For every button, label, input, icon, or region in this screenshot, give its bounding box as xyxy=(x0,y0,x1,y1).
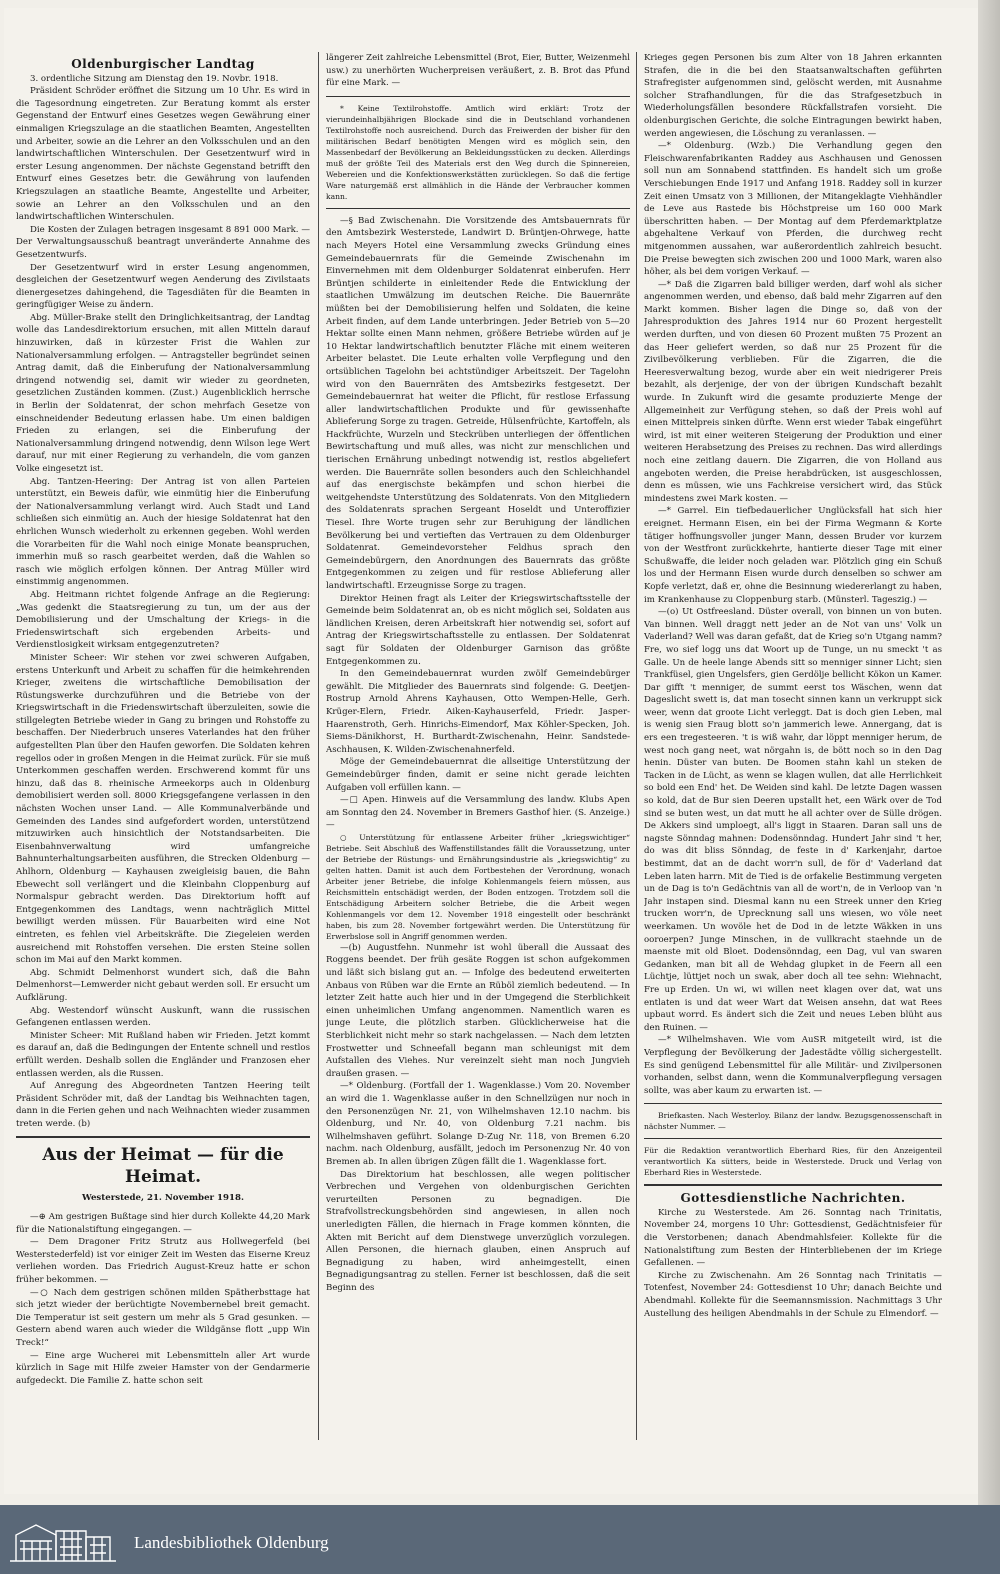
paragraph: Minister Scheer: Mit Rußland haben wir Frieden. Jetzt kommt es darauf an, daß die Bedingungen der Entente schnell und restlos erfüllt werden. Deshalb sollen die Engländer und Franzosen eher entlassen werden, als die Russen. xyxy=(16,1030,310,1079)
column-2 xyxy=(326,52,630,1492)
paragraph: —* Oldenburg. (Fortfall der 1. Wagenklasse.) Vom 20. November an wird die 1. Wagenklasse außer in den Schnellzügen nur noch in den Personenzügen Nr. 21, von Wilhelmshaven 12.10 nachm. bis Oldenburg, und Nr. 40, von Oldenburg 7.21 nachm. bis Wilhelmshaven geführt. Solange D-Zug Nr. 118, von Bremen 6.20 nachm. nach Oldenburg, ausfällt, jedoch im Personenzug Nr. 40 von Bremen ab. In allen übrigen Zügen fällt die 1. Wagenklasse fort. xyxy=(326,1081,630,1167)
paragraph: — Eine arge Wucherei mit Lebensmitteln aller Art wurde kürzlich in Sage mit Hilfe zweier Hamster von der Gendarmerie aufgedeckt. Die Familie Z. hatte schon seit xyxy=(16,1350,310,1386)
paragraph: Möge der Gemeindebauernrat die allseitige Unterstützung der Gemeindebürger finden, damit er seine nicht gerade leichten Aufgaben voll erfüllen kann. — xyxy=(326,757,630,793)
paragraph: —(o) Ut Ostfreesland. Düster overall, von binnen un von buten. Van binnen. Well draggt nett jeder an de Not van uns' Volk un Vaderland? Well was daran gefaßt, dat de Krieg so'n Utgang namm? Fre, wo sief logg uns dat Woort up de Tunge, un nu smeckt 't as Galle. Un de heele lange Abends sitt so menniger sinner Licht; sien Trankfüsel, gien Ungelsfers, gien Gerdölje bellicht Kökon un Kamer. Dar gifft 't menniger, de summt eerst tos Wäschen, wenn dat Dageslicht swett is, dat man tosecht sinnen kann un verkruppt sick weer, wenn dat groote Licht verleggt. Dat is doch gien Leben, mal is wenig sien Fraug blott so'n jammerich lewe. Annergang, dat is ers een tregesteeren. 't is wiß wahr, dar löppt menniger herum, de west noch gang neet, wat nörgahn is, de bött noch so in den Dag henin. Düster van buten. De Boomen stahn kahl un steken de Tacken in de Lücht, as wenn se klagen wullen, dat alle Herrlichkeit so bold een End' het. De Weiden sind kahl. De letzte Dagen wassen so kold, dat de Bur sien Deeren upstallt het, een Wärk over de Tod sind se buten west, un dat mutt he all achter over de Sülle drögen. De Akkers sind umploegt, all's liggt in Staaren. Daran sall uns de nagste Sönndag mahnen: Dodensönndag. Hundert Jahr sind 't her, do was dit bliss Sönndag, de feste in d' Karkenjahr, dartoe bestimmt, dat an de dacht worr'n sull, de för d' Vaderland dat Leben laten harrn. Mit de Tied is de orfakelie Bestimmung vergeten un de Dag is to'n Gedächtnis van all de wort'n, de in Verloop van 'n Jahr instapen sind. Diesmal kann nu een Streek unner den Krieg trucken worr'n, de Uprecknung sall uns wiesen, wo völe neet weerkamen. Un wovöle het de Dod in de letzte Wäkken in uns ooroerpen? Junge Minschen, in de vullkracht staehnde un de maenste mit old Bloet. Dodensönndag, een Dag, vul van swaren Gedanken, man bit all de Wehdag glupket in de Feern all een Lüchtje, lüttjet noch un swak, aber doch all tee sehn: Wiehnacht, Fre up Erden. Un wi, wi willen neet klagen over dat, wat uns entlaten is und dat weer Wart dat Weisen ansehn, dat wat Rees upbaut worrd. Es ändert sich die Zeit und neues Leben blüht aus den Ruinen. — xyxy=(644,607,942,1033)
column-3 xyxy=(644,52,942,1492)
divider xyxy=(326,96,630,97)
column-rule xyxy=(636,52,637,1440)
briefkasten: Briefkasten. Nach Westerloy. Bilanz der landw. Bezugsgenossenschaft in nächster Nummer. — xyxy=(644,1111,942,1132)
paragraph: Direktor Heinen fragt als Leiter der Kriegswirtschaftsstelle der Gemeinde beim Soldatenrat an, ob es nicht möglich sei, Soldaten aus ländlichen Kreisen, deren Arbeitskraft hier notwendig sei, sofort auf Antrag der Kriegswirtschaftsstelle zu entlassen. Der Soldatenrat sagt für Soldaten der Oldenburger Garnison das größte Entgegenkommen zu. xyxy=(326,593,630,667)
paragraph: Der Gesetzentwurf wird in erster Lesung angenommen, desgleichen der Gesetzentwurf wegen Aenderung des Zivilstaats dienergesetzes dahingehend, die Tagesdiäten für die Beamten in geringfügiger Weise zu ändern. xyxy=(16,262,310,311)
divider xyxy=(644,1184,942,1186)
dateline: Westerstede, 21. November 1918. xyxy=(82,1193,244,1204)
paragraph: —⊕ Am gestrigen Bußtage sind hier durch Kollekte 44,20 Mark für die Nationalstiftung eingegangen. — xyxy=(16,1212,310,1235)
paragraph: 3. ordentliche Sitzung am Dienstag den 19. Novbr. 1918. xyxy=(30,73,279,84)
paragraph: Kirche zu Westerstede. Am 26. Sonntag nach Trinitatis, November 24, morgens 10 Uhr: Gottesdienst, Gedächtnisfeier für die Verstorbenen; danach Abendmahlsfeier. Kollekte für die Nationalstiftung zum Besten der Hinterbliebenen der im Kriege Gefallenen. — xyxy=(644,1207,942,1269)
paragraph: In den Gemeindebauernrat wurden zwölf Gemeindebürger gewählt. Die Mitglieder des Bauernrats sind folgende: G. Deetjen-Rostrup Arnold Ahrens Kayhausen, Otto Wempen-Helle, Gerh. Krüger-Elern, Friedr. Aiken-Kayhauserfeld, Friedr. Jasper-Haarenstroth, Gerh. Hinrichs-Eimendorf, Max Köhler-Specken, Joh. Siems-Dänikhorst, H. Burthardt-Zwischenahn, Heinr. Sandstede-Aschhausen, K. Wilden-Zwischenahnerfeld. xyxy=(326,669,630,755)
paragraph: Minister Scheer: Wir stehen vor zwei schweren Aufgaben, erstens Unterkunft und Arbeit zu schaffen für die heimkehrenden Krieger, zweitens die wirtschaftliche Demobilisation der Rüstungswerke durchzuführen und die Betriebe von der Kriegswirtschaft in die Friedenswirtschaft überzuleiten, sowie die stillgelegten Betriebe wieder in Gang zu bringen und Rohstoffe zu beschaffen. Der Niederbruch unseres Vaterlandes hat den früher aufgestellten Plan über den Haufen geworfen. Die Soldaten kehren regellos oder in großen Mengen in die Heimat zurück. Für sie muß Unterkommen geschaffen werden. Erschwerend kommt für uns hinzu, daß das 8. rheinische Armeekorps auch in Oldenburg demobilisiert werden soll. 8000 Kriegsgefangene verlassen in den nächsten Wochen unser Land. — Alle Kommunalverbände und Gemeinden des Landes sind aufgefordert worden, unterstützend mitzuwirken auch hinsichtlich der Notstandsarbeiten. Die Eisenbahnverwaltung wird umfangreiche Bahnunterhaltungsarbeiten ausführen, die Strecken Oldenburg — Ahlhorn, Oldenburg — Kayhausen zweigleisig bauen, die Bahn Ebewecht soll verlängert und die Kleinbahn Cloppenburg auf Normalspur gebracht werden. Das Direktorium hofft auf Entgegenkommen des Landtags, wenn nachträglich Mittel bewilligt werden müssen. Für Bauarbeiten wird eine Not eintreten, es fehlen viel Arbeitskräfte. Die Ziegeleien werden ausreichend mit Rohstoffen versehen. Die ersten Steine sollen schon im Mai auf den Markt kommen. xyxy=(16,652,310,966)
divider xyxy=(644,1103,942,1104)
paragraph: —* Daß die Zigarren bald billiger werden, darf wohl als sicher angenommen werden, und ebenso, daß bald mehr Zigarren auf den Markt kommen. Bisher lagen die Dinge so, daß von der Jahresproduktion des Jahres 1914 nur 60 Prozent hergestellt werden durften, und von diesen 60 Prozent mußten 75 Prozent an das Heer geliefert werden, so daß nur 25 Prozent für die Zivilbevölkerung verblieben. Für die Zigarren, die die Heeresverwaltung bezog, wurde aber ein weit niedrigerer Preis bezahlt, als derjenige, der von der übrigen Kundschaft bezahlt wurde. In Zukunft wird die gesamte produzierte Menge der Allgemeinheit zur Verfügung stehen, so daß der Preis wohl auf einen Mittelpreis sinken dürfte. Wenn erst wieder Tabak eingeführt wird, ist mit einer weiteren Steigerung der Produktion und einer weiteren Herabsetzung des Preises zu rechnen. Das wird allerdings noch eine zeitlang dauern. Die Zigarren, die von Holland aus angeboten werden, die Preise herabdrücken, ist ausgeschlossen, denn es müssen, wie uns Fachkreise versichert wird, das Stück mindestens zwei Mark kosten. — xyxy=(644,279,942,504)
paragraph: —(b) Augustfehn. Nunmehr ist wohl überall die Aussaat des Roggens beendet. Der früh gesäte Roggen ist schon aufgekommen und läßt sich bislang gut an. — Infolge des bedeutend erweiterten Anbaus von Rüben war die Ernte an Rüböl ziemlich bedeutend. — In letzter Zeit hatte auch hier und in der Umgegend die Sterblichkeit einen unheimlichen Umfang angenommen. Namentlich waren es junge Leute, die plötzlich starben. Glücklicherweise hat die Sterblichkeit nicht mehr so stark nachgelassen. — Nach dem letzten Frostwetter und Schneefall begann man schleunigst mit dem Aufstallen des Viehes. Nur vereinzelt sieht man noch Jungvieh draußen grasen. — xyxy=(326,942,630,1079)
paragraph: —○ Nach dem gestrigen schönen milden Spätherbsttage hat sich jetzt wieder der berüchtigte Novembernebel breit gemacht. Die Temperatur ist seit gestern um mehr als 5 Grad gesunken. — Gestern abend waren auch wieder die Wildgänse flott „upp Win Treck!“ xyxy=(16,1287,310,1348)
paragraph: Abg. Heitmann richtet folgende Anfrage an die Regierung: „Was gedenkt die Staatsregierung zu tun, um der aus der Demobilisierung und der Umschaltung der Kriegs- in die Friedenswirtschaft sich ergebenden Arbeits- und Verdienstlosigkeit wirksam entgegenzutreten? xyxy=(16,589,310,651)
paragraph: Kirche zu Zwischenahn. Am 26 Sonntag nach Trinitatis — Totenfest, November 24: Gottesdienst 10 Uhr; danach Beichte und Abendmahl. Kollekte für die Seemannsmission. Nachmittags 3 Uhr Austellung des heiligen Abendmahls in der Schule zu Elmendorf. — xyxy=(644,1270,942,1319)
imprint: Für die Redaktion verantwortlich Eberhard Ries, für den Anzeigenteil verantwortlich Ka sütters, beide in Westerstede. Druck und Verlag von Eberhard Ries in Westerstede. xyxy=(644,1146,942,1178)
paragraph: Auf Anregung des Abgeordneten Tantzen Heering teilt Präsident Schröder mit, daß der Landtag bis Weihnachten tagen, dann in die Ferien gehen und nach Weihnachten wieder zusammen treten werde. (b) xyxy=(16,1081,310,1129)
library-name: Landesbibliothek Oldenburg xyxy=(134,1533,329,1552)
paragraph: —* Garrel. Ein tiefbedauerlicher Unglücksfall hat sich hier ereignet. Hermann Eisen, ein bei der Firma Wegmann & Korte tätiger hoffnungsvoller junger Mann, dessen Bruder vor kurzem von der Westfront zurückkehrte, hantierte dieser Tage mit einer Schußwaffe, die leider noch geladen war. Plötzlich ging ein Schuß los und der Hermann Eisen wurde durch denselben so schwer am Kopfe verletzt, daß er, ohne die Besinnung wiedererlangt zu haben, im Krankenhause zu Cloppenburg starb. (Münsterl. Tageszig.) — xyxy=(644,506,942,605)
paragraph: ○ Unterstützung für entlassene Arbeiter früher „kriegswichtiger“ Betriebe. Seit Abschluß des Waffenstillstandes fällt die Voraussetzung, unter der Betriebe der Rüstungs- und Ernährungsindustrie als „kriegswichtig“ zu gelten hatten. Damit ist auch dem Fortbestehen der Verordnung, wonach Arbeiter jener Betriebe, die infolge Kohlenmangels feiern müssen, aus Reichsmitteln entschädigt werden, der Boden entzogen. Trotzdem soll die Entschädigung Arbeitern solcher Betriebe, die die Arbeit wegen Kohlenmangels vor dem 12. November 1918 eingestellt oder beschränkt haben, bis zum 28. November fortgewährt werden. Die Unterstützung für Erwerbslose soll in Angriff genommen werden. xyxy=(326,832,630,941)
paragraph: —* Oldenburg. (Wzb.) Die Verhandlung gegen den Fleischwarenfabrikanten Raddey aus Aschhausen und Genossen soll nun am Sonnabend stattfinden. Es handelt sich um große Verschiebungen Ende 1917 und Anfang 1918. Raddey soll in kurzer Zeit einen Umsatz von 3 Millionen, der Mitangeklagte Viehhändler de Leve aus Rastede bis Höchstpreise um 160 000 Mark überschritten haben. — Der Montag auf dem Pferdemarktplatze abgehaltene Verkauf von Pferden, die durchweg recht mitgenommen aussahen, war außerordentlich zahlreich besucht. Die Preise bewegten sich zwischen 200 und 1000 Mark, waren also höher, als bei dem vorigen Verkauf. — xyxy=(644,141,942,278)
column-rule xyxy=(318,52,319,1440)
library-footer xyxy=(0,1505,1000,1574)
heimat-title: Aus der Heimat — für die Heimat. xyxy=(42,1145,284,1188)
page-edge xyxy=(978,0,1000,1505)
paragraph: * Keine Textilrohstoffe. Amtlich wird erklärt: Trotz der vierundeinhalbjährigen Blockade sind die in Deutschland vorhandenen Textilrohstoffe noch ausreichend. Durch das Freiwerden der bisher für den militärischen Bedarf benötigten Mengen wird es möglich sein, den Massenbedarf der Bevölkerung an Bekleidungsstücken zu decken. Allerdings muß der größte Teil des Materials erst den Weg durch die Spinnereien, Webereien und die Konfektionswerkstätten zurücklegen. So daß die fertige Ware naturgemäß erst allmählich in die Hände der Verbraucher kommen kann. xyxy=(326,103,630,201)
paragraph: Abg. Westendorf wünscht Auskunft, wann die russischen Gefangenen entlassen werden. xyxy=(16,1005,310,1029)
divider xyxy=(644,1138,942,1139)
paragraph: —§ Bad Zwischenahn. Die Vorsitzende des Amtsbauernrats für den Amtsbezirk Westerstede, Landwirt D. Brüntjen-Ohrwege, hatte nach Meyers Hotel eine Versammlung zwecks Gründung eines Gemeindebauernrats für die Gemeinde Zwischenahn im Einvernehmen mit dem Oldenburger Soldatenrat einberufen. Herr Brüntjen schilderte in einleitender Rede die Entwicklung der staatlichen Umwälzung im deutschen Reiche. Die Bauernräte müßten bei der Demobilisierung helfen und Soldaten, die keine Arbeit finden, auf dem Lande unterbringen. Jeder Betrieb von 5—20 Hektar sollte einen Mann nehmen, größere Betriebe würden auf je 10 Hektar landwirtschaftlich benutzter Fläche mit einem weiteren Arbeiter belastet. Die Leute erhalten volle Verpflegung und den ortsüblichen Tagelohn bei achtstündiger Arbeitszeit. Der Tagelohn wird von den Bauernräten des Amtsbezirks festgesetzt. Der Gemeindebauernrat hat weiter die Pflicht, für restlose Erfassung aller landwirtschaftlichen Produkte und für gewissenhafte Ablieferung Sorge zu tragen. Getreide, Hülsenfrüchte, Kartoffeln, als Hackfrüchte, Wurzeln und Steckrüben unterliegen der öffentlichen Bewirtschaftung und muß alles, was nicht zur menschlichen und tierischen Ernährung unbedingt notwendig ist, restlos abgeliefert werden. Die Bauernräte sollen besonders auch den Schleichhandel auf das energischste bekämpfen und schon hierbei die weitgehendste Unterstützung des Soldatenrats. Von den Mitgliedern des Soldatenrats sprachen Sergeant Hoseldt und Unteroffizier Tiesel. Ihre Worte trugen sehr zur Beruhigung der ländlichen Bevölkerung bei und vertieften das Vertrauen zu dem Oldenburger Soldatenrat. Gemeindevorsteher Feldhus sprach den Gemeindebürgern, den Anordnungen des Bauernrats das größte Entgegenkommen zu zeigen und für restlose Ablieferung aller landwirtschaftl. Erzeugnisse Sorge zu tragen. xyxy=(326,215,630,591)
landtag-title: Oldenburgischer Landtag xyxy=(71,57,255,71)
paragraph: Krieges gegen Personen bis zum Alter von 18 Jahren erkannten Strafen, die in die bei den Staatsanwaltschaften geführten Strafregister aufgenommen sind, gelöscht werden, mit Ausnahme solcher Strafhandlungen, für die das Strafgesetzbuch in Wiederholungsfällen besondere Rückfallstrafen vorsieht. Die oldenburgischen Gerichte, die solche Eintragungen bewirkt haben, werden angewiesen, die Löschung zu veranlassen. — xyxy=(644,53,942,139)
paragraph: Das Direktorium hat beschlossen, alle wegen politischer Verbrechen und Vergehen von oldenburgischen Gerichten verurteilten Personen zu begnadigen. Die Strafvollstreckungsbehörden sind angewiesen, in allen noch unerledigten Fällen, die hiernach in Frage kommen könnten, die Akten mit Bericht auf dem Dienstwege unverzüglich vorzulegen. Allen Personen, die hiernach glauben, einen Anspruch auf Begnadigung zu haben, wird anheimgestellt, einen Begnadigungsantrag zu stellen. Ferner ist beschlossen, daß die seit Beginn des xyxy=(326,1169,630,1293)
paragraph: —* Wilhelmshaven. Wie vom AuSR mitgeteilt wird, ist die Verpflegung der Bevölkerung der Jadestädte völlig sichergestellt. Es sind genügend Lebensmittel für alle Militär- und Zivilpersonen vorhanden, selbst dann, wenn die Kommunalverpflegung versagen sollte, was aber kaum zu erwarten ist. — xyxy=(644,1035,942,1096)
paragraph: Die Kosten der Zulagen betragen insgesamt 8 891 000 Mark. — Der Verwaltungsausschuß beantragt unveränderte Annahme des Gesetzentwurfs. xyxy=(16,224,310,260)
paragraph: Abg. Schmidt Delmenhorst wundert sich, daß die Bahn Delmenhorst—Lemwerder nicht gebaut werden soll. Er ersucht um Aufklärung. xyxy=(16,967,310,1003)
column-1 xyxy=(16,52,310,1492)
paragraph: Abg. Müller-Brake stellt den Dringlichkeitsantrag, der Landtag wolle das Landesdirektorium ersuchen, mit allen Mitteln darauf hinzuwirken, daß in kürzester Frist die Wahlen zur Nationalversammlung erfolgen. — Antragsteller begründet seinen Antrag damit, daß die Einberufung der Nationalversammlung dringend notwendig sei, damit wir wieder zu geordneten, gesetzlichen Zuständen kommen. (Zust.) Augenblicklich herrsche in Berlin der Soldatenrat, der schon mehrfach Gesetze von einschneidender Bedeutung erlassen habe. Um einen baldigen Frieden zu erlangen, sei die Einberufung der Nationalversammlung dringend notwendig, denn Wilson lege Wert darauf, nur mit einer Regierung zu verhandeln, die vom ganzen Volke eingesetzt ist. xyxy=(16,312,310,474)
paragraph: — Dem Dragoner Fritz Strutz aus Hollwegerfeld (bei Westerstederfeld) ist vor einiger Zeit im Westen das Eiserne Kreuz verliehen worden. Das Friedrich August-Kreuz hatte er schon früher bekommen. — xyxy=(16,1237,310,1286)
divider xyxy=(326,208,630,209)
kirche-title: Gottesdienstliche Nachrichten. xyxy=(680,1191,906,1206)
section-divider xyxy=(16,1136,310,1138)
paragraph: —□ Apen. Hinweis auf die Versammlung des landw. Klubs Apen am Sonntag den 24. November in Bremers Gasthof hier. (S. Anzeige.) — xyxy=(326,795,630,831)
paragraph: Abg. Tantzen-Heering: Der Antrag ist von allen Parteien unterstützt, ein Beweis dafür, wie einmütig hier die Einberufung der Nationalversammlung verlangt wird. Auch Stadt und Land schließen sich einmütig an. Auch der hiesige Soldatenrat hat den ehrlichen Wunsch wiederholt zu erkennen gegeben. Wohl werden die Vorarbeiten für die Wahl noch einige Monate beanspruchen, immerhin muß so rasch gearbeitet werden, daß die Wahlen so rasch wie möglich erfolgen können. Der Antrag Müller wird einstimmig angenommen. xyxy=(16,476,310,588)
paragraph: Präsident Schröder eröffnet die Sitzung um 10 Uhr. Es wird in die Tagesordnung eingetreten. Zur Beratung kommt als erster Gegenstand der Entwurf eines Gesetzes wegen Gewährung einer einmaligen Kriegszulage an die staatlichen Beamten, Angestellten und Arbeiter, sowie an die Lehrer an den Volksschulen und an den landwirtschaftlichen Winterschulen. Der Gesetzentwurf wird in erster Lesung angenommen. Der nächste Gegenstand betrifft den Entwurf eines Gesetzes betr. die Gewährung von laufenden Kriegszulagen an staatliche Beamte, Angestellte und Arbeiter, sowie an Lehrer an den Volksschulen und an den landwirtschaftlichen Winterschulen. xyxy=(16,86,310,223)
paragraph: längerer Zeit zahlreiche Lebensmittel (Brot, Eier, Butter, Weizenmehl usw.) zu unerhörten Wucherpreisen veräußert, z. B. Brot das Pfund für eine Mark. — xyxy=(326,53,630,89)
library-building-icon xyxy=(6,1517,120,1565)
